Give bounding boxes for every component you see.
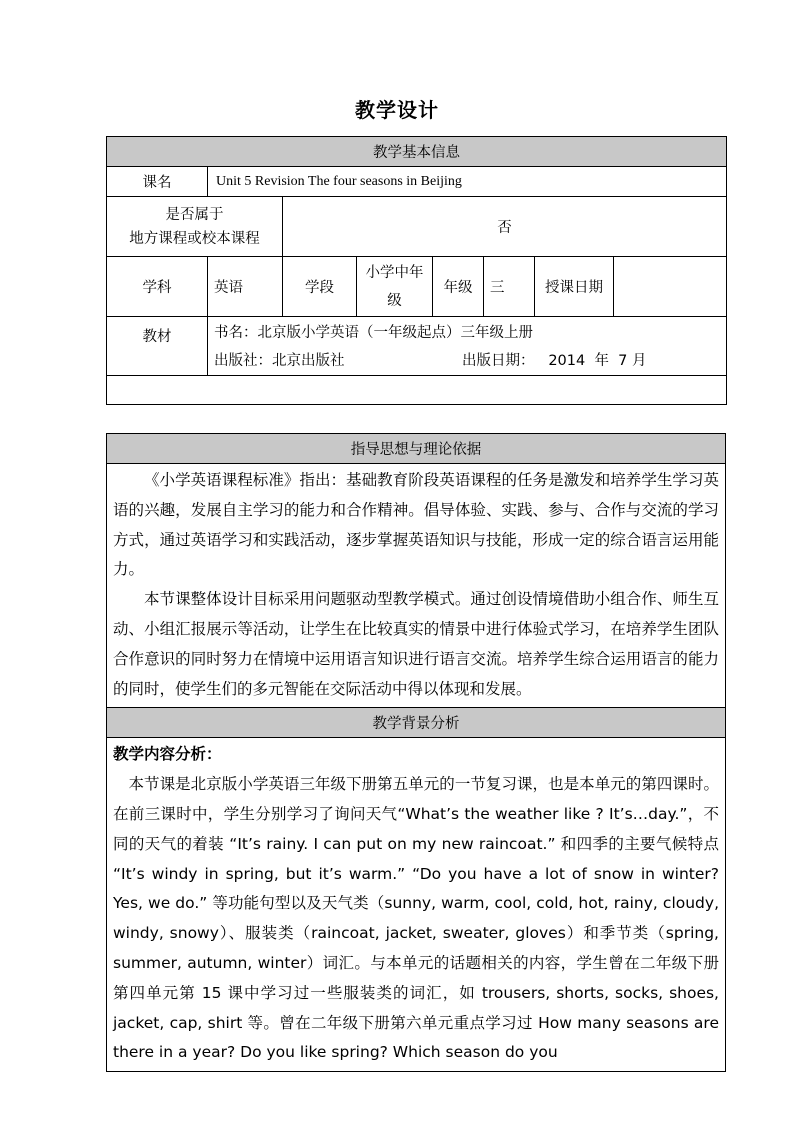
textbook-publisher: 出版社：北京出版社 <box>214 353 345 369</box>
textbook-label: 教材 <box>107 317 208 376</box>
local-course-value: 否 <box>283 197 727 257</box>
subject-value: 英语 <box>208 257 283 317</box>
empty-row <box>107 376 727 405</box>
guidance-para1: 《小学英语课程标准》指出：基础教育阶段英语课程的任务是激发和培养学生学习英语的兴趣，发展自主学习的能力和合作精神。倡导体验、实践、参与、合作与交流的学习方式，通过英语学习和实践活动，逐步掌握英语知识与技能，形成一定的综合语言运用能力。 <box>113 471 719 579</box>
document-title: 教学设计 <box>355 98 439 122</box>
subject-label: 学科 <box>107 257 208 317</box>
grade-value: 三 <box>484 257 535 317</box>
date-label: 授课日期 <box>535 257 614 317</box>
stage-value <box>357 257 433 317</box>
stage-value-line1: 小学中年 <box>365 264 424 281</box>
textbook-book-line: 书名：北京版小学英语（一年级起点）三年级上册 <box>214 325 533 341</box>
textbook-pub-line <box>214 347 720 375</box>
content-analysis-heading: 教学内容分析： <box>113 745 222 764</box>
guidance-table <box>106 433 726 1072</box>
background-body <box>107 738 726 1072</box>
basic-info-header: 教学基本信息 <box>107 137 727 167</box>
guidance-body <box>107 464 726 708</box>
course-label: 课名 <box>107 167 208 197</box>
basic-info-table <box>106 136 727 405</box>
background-header: 教学背景分析 <box>107 708 726 738</box>
grade-label: 年级 <box>433 257 484 317</box>
guidance-para2: 本节课整体设计目标采用问题驱动型教学模式。通过创设情境借助小组合作、师生互动、小组汇报展示等活动，让学生在比较真实的情景中进行体验式学习，在培养学生团队合作意识的同时努力在情境中运用语言知识进行语言交流。培养学生综合运用语言的能力的同时，使学生们的多元智能在交际活动中得以体现和发展。 <box>113 590 719 698</box>
local-course-label-line1: 是否属于 <box>165 206 224 223</box>
textbook-value <box>208 317 727 376</box>
textbook-pub-date: 出版日期： 2014 年 7 月 <box>462 353 647 369</box>
guidance-header: 指导思想与理论依据 <box>107 434 726 464</box>
local-course-label-line2: 地方课程或校本课程 <box>129 230 260 247</box>
stage-label: 学段 <box>283 257 357 317</box>
local-course-label <box>107 197 283 257</box>
stage-value-line2: 级 <box>387 292 402 309</box>
background-para: 本节课是北京版小学英语三年级下册第五单元的一节复习课，也是本单元的第四课时。在前三课时中，学生分别学习了询问天气“What’s the weather like ? It’s…day.”，不同的天气的着装 “It’s rainy. I can put on my new raincoat.” 和四季的主要气候特点 “It’s windy in spring, but it’s warm.” “Do you have a lot of snow in winter? Yes, we do.” 等功能句型以及天气类（sunny, warm, cool, cold, hot, rainy, cloudy, windy, snowy）、服装类（raincoat, jacket, sweater, gloves）和季节类（spring, summer, autumn, winter）词汇。与本单元的话题相关的内容，学生曾在二年级下册第四单元第 15 课中学习过一些服装类的词汇，如 trousers, shorts, socks, shoes, jacket, cap, shirt 等。曾在二年级下册第六单元重点学习过 How many seasons are there in a year? Do you like spring? Which season do you <box>113 775 719 1062</box>
date-value <box>614 257 727 317</box>
course-value: Unit 5 Revision The four seasons in Beijing <box>208 167 727 197</box>
